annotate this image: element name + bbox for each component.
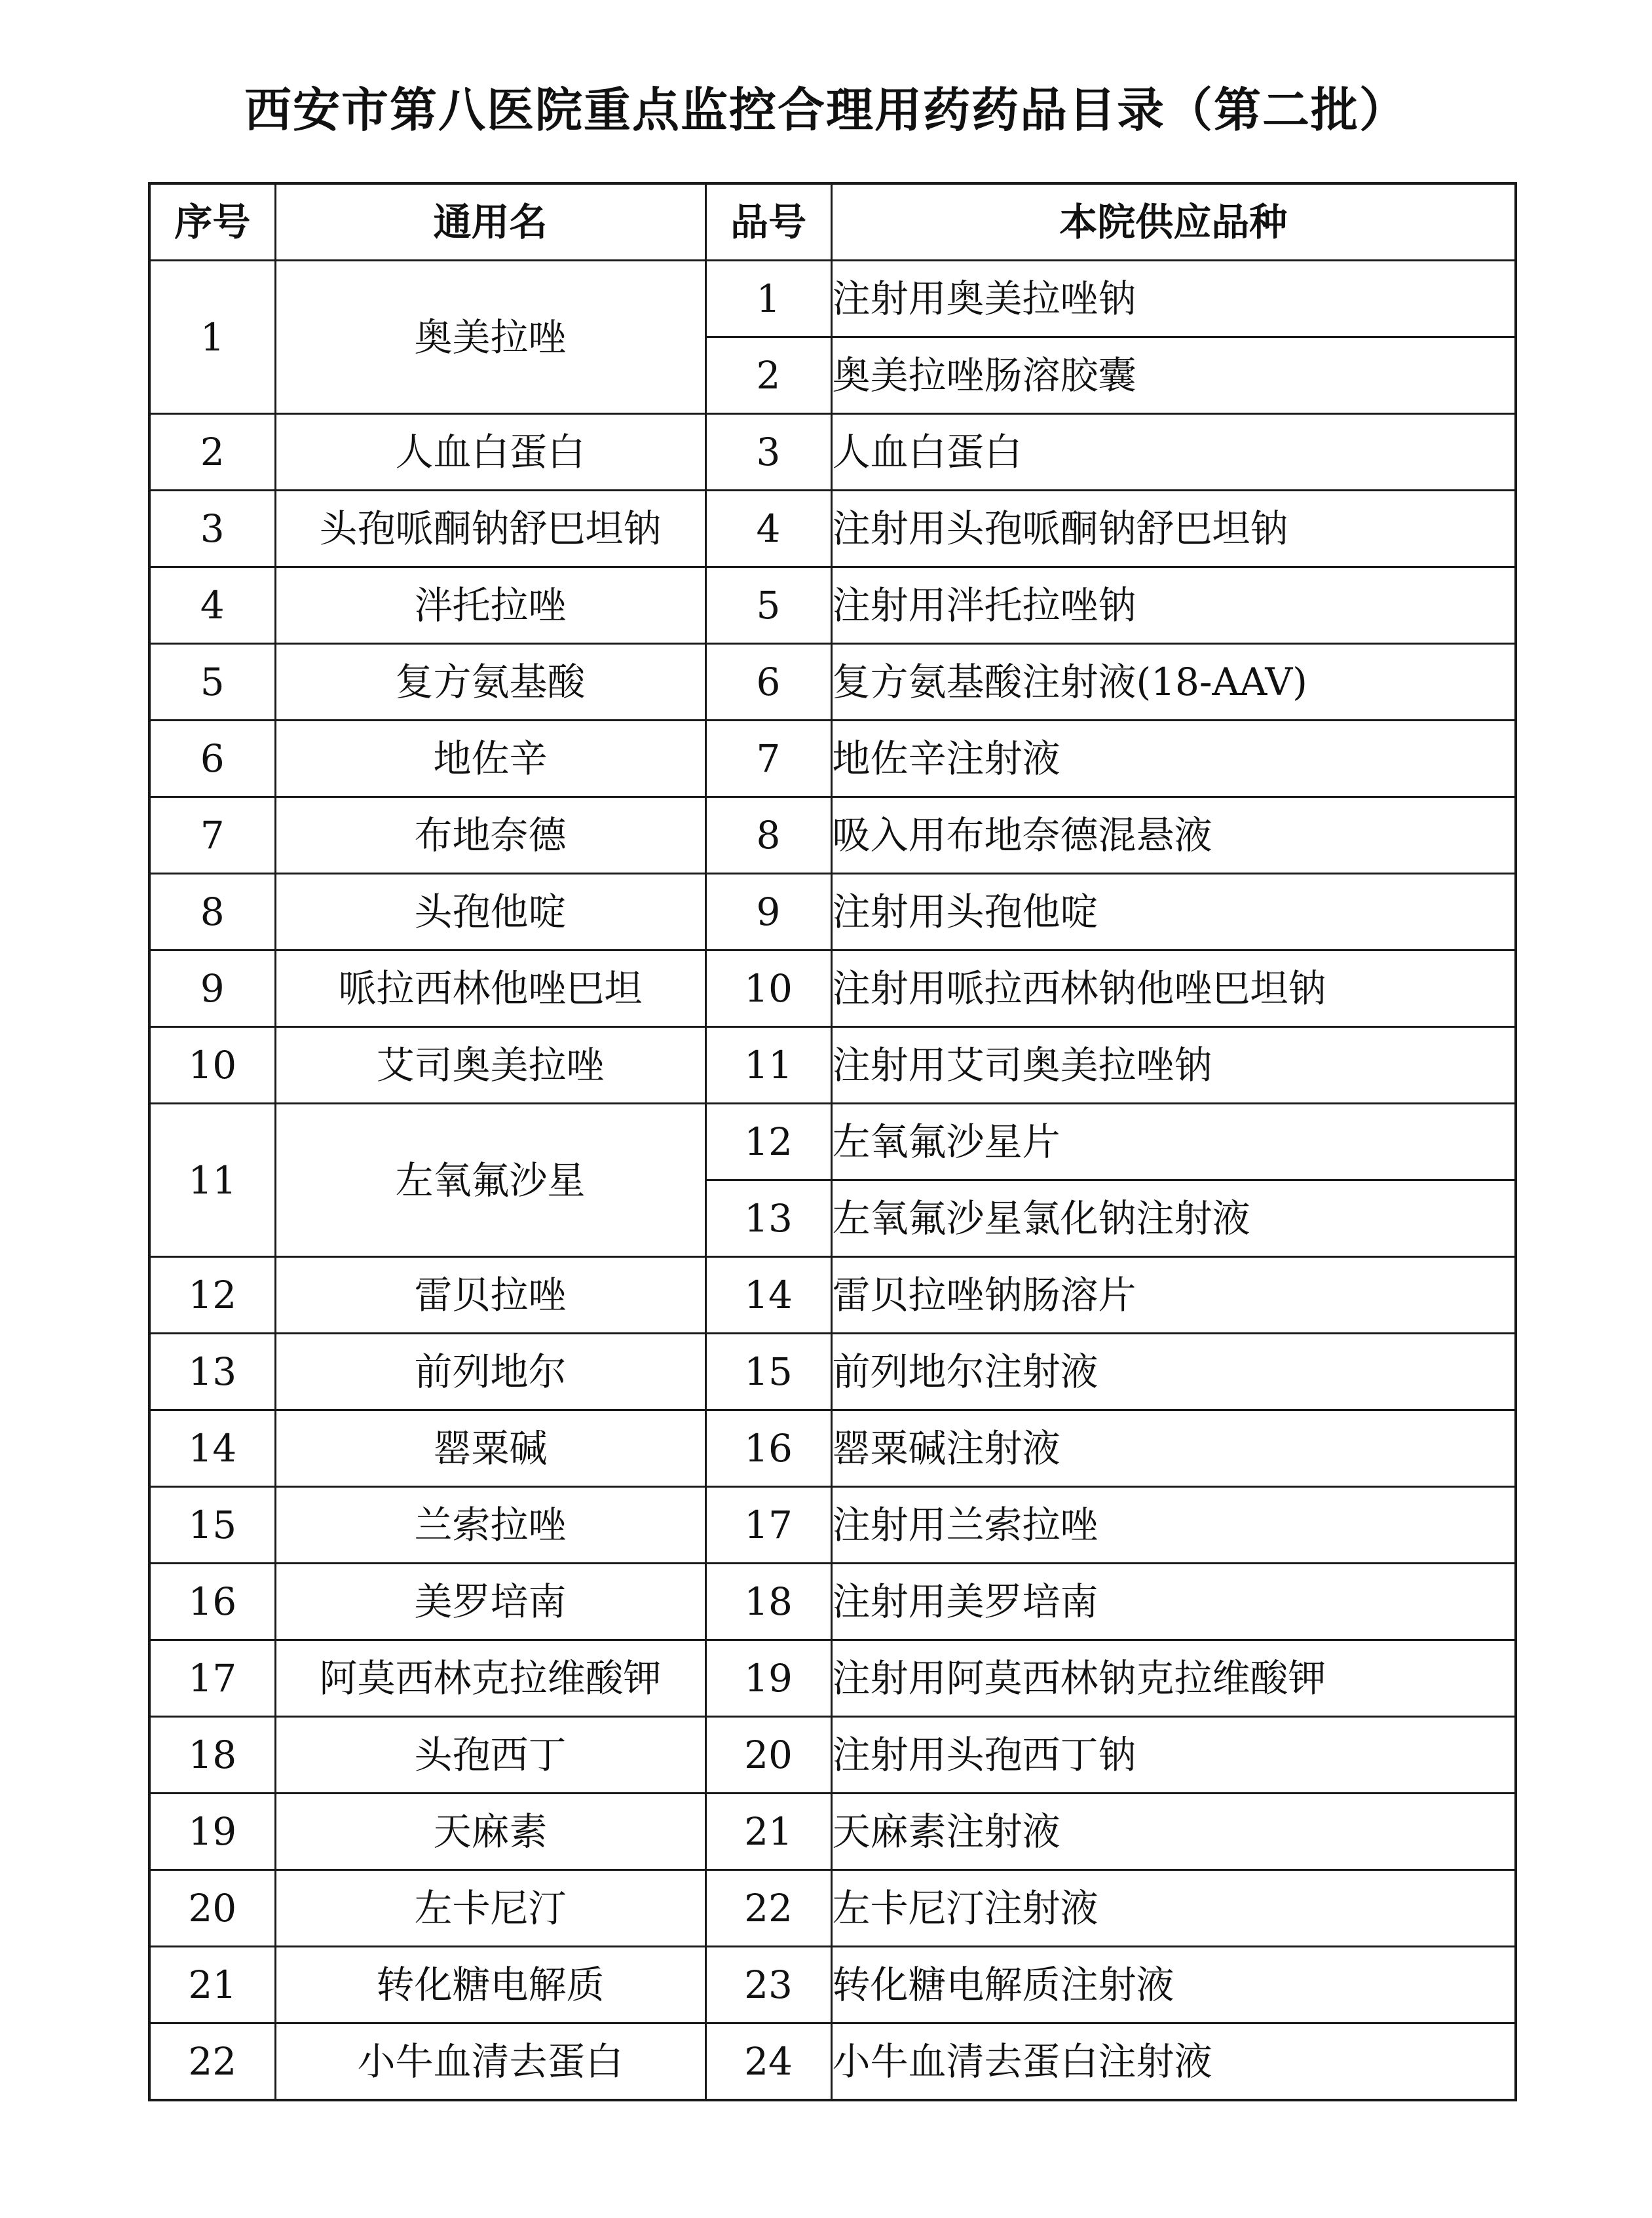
cell-supply-variety: 雷贝拉唑钠肠溶片 <box>831 1257 1516 1334</box>
cell-seq: 10 <box>149 1027 275 1104</box>
cell-generic-name: 地佐辛 <box>275 721 705 797</box>
cell-generic-name: 复方氨基酸 <box>275 644 705 721</box>
cell-supply-variety: 地佐辛注射液 <box>831 721 1516 797</box>
cell-product-no: 14 <box>705 1257 831 1334</box>
cell-generic-name: 小牛血清去蛋白 <box>275 2023 705 2101</box>
cell-product-no: 22 <box>705 1870 831 1947</box>
cell-generic-name: 兰索拉唑 <box>275 1487 705 1564</box>
table-row <box>149 491 1516 567</box>
cell-product-no: 15 <box>705 1334 831 1410</box>
cell-product-no: 11 <box>705 1027 831 1104</box>
table-row <box>149 1794 1516 1870</box>
table-row <box>149 874 1516 950</box>
cell-generic-name: 泮托拉唑 <box>275 567 705 644</box>
cell-generic-name: 头孢他啶 <box>275 874 705 950</box>
header-product-no: 品号 <box>705 183 831 261</box>
cell-supply-variety: 注射用阿莫西林钠克拉维酸钾 <box>831 1640 1516 1717</box>
cell-product-no: 17 <box>705 1487 831 1564</box>
cell-product-no: 23 <box>705 1947 831 2023</box>
cell-supply-variety: 转化糖电解质注射液 <box>831 1947 1516 2023</box>
table-row <box>149 567 1516 644</box>
cell-supply-variety: 左卡尼汀注射液 <box>831 1870 1516 1947</box>
cell-supply-variety: 奥美拉唑肠溶胶囊 <box>831 337 1516 414</box>
cell-supply-variety: 左氧氟沙星片 <box>831 1104 1516 1180</box>
cell-supply-variety: 前列地尔注射液 <box>831 1334 1516 1410</box>
table-body <box>149 261 1516 2101</box>
cell-generic-name: 人血白蛋白 <box>275 414 705 491</box>
table-row <box>149 1947 1516 2023</box>
cell-supply-variety: 人血白蛋白 <box>831 414 1516 491</box>
header-seq: 序号 <box>149 183 275 261</box>
cell-seq: 4 <box>149 567 275 644</box>
cell-seq: 3 <box>149 491 275 567</box>
cell-generic-name: 雷贝拉唑 <box>275 1257 705 1334</box>
cell-seq: 5 <box>149 644 275 721</box>
table-row <box>149 950 1516 1027</box>
cell-generic-name: 阿莫西林克拉维酸钾 <box>275 1640 705 1717</box>
table-row <box>149 261 1516 337</box>
cell-seq: 6 <box>149 721 275 797</box>
cell-generic-name: 头孢西丁 <box>275 1717 705 1794</box>
table-header <box>149 183 1516 261</box>
cell-seq: 18 <box>149 1717 275 1794</box>
cell-seq: 1 <box>149 261 275 414</box>
cell-product-no: 7 <box>705 721 831 797</box>
cell-generic-name: 美罗培南 <box>275 1564 705 1640</box>
table-row <box>149 1870 1516 1947</box>
cell-generic-name: 艾司奥美拉唑 <box>275 1027 705 1104</box>
cell-seq: 7 <box>149 797 275 874</box>
table-row <box>149 1487 1516 1564</box>
drug-catalog-table <box>148 182 1517 2101</box>
cell-product-no: 12 <box>705 1104 831 1180</box>
cell-supply-variety: 天麻素注射液 <box>831 1794 1516 1870</box>
cell-product-no: 9 <box>705 874 831 950</box>
table-row <box>149 1717 1516 1794</box>
table-row <box>149 2023 1516 2101</box>
table-row <box>149 414 1516 491</box>
table-row <box>149 1257 1516 1334</box>
cell-seq: 14 <box>149 1410 275 1487</box>
cell-product-no: 8 <box>705 797 831 874</box>
cell-supply-variety: 注射用泮托拉唑钠 <box>831 567 1516 644</box>
cell-supply-variety: 注射用兰索拉唑 <box>831 1487 1516 1564</box>
cell-generic-name: 左氧氟沙星 <box>275 1104 705 1257</box>
cell-generic-name: 头孢哌酮钠舒巴坦钠 <box>275 491 705 567</box>
cell-seq: 15 <box>149 1487 275 1564</box>
cell-product-no: 2 <box>705 337 831 414</box>
cell-supply-variety: 注射用奥美拉唑钠 <box>831 261 1516 337</box>
cell-supply-variety: 罂粟碱注射液 <box>831 1410 1516 1487</box>
table-row <box>149 797 1516 874</box>
cell-seq: 17 <box>149 1640 275 1717</box>
cell-product-no: 20 <box>705 1717 831 1794</box>
page-title: 西安市第八医院重点监控合理用药药品目录（第二批） <box>244 82 1408 138</box>
cell-product-no: 4 <box>705 491 831 567</box>
cell-product-no: 1 <box>705 261 831 337</box>
cell-product-no: 24 <box>705 2023 831 2101</box>
table-row <box>149 1410 1516 1487</box>
cell-generic-name: 转化糖电解质 <box>275 1947 705 2023</box>
cell-product-no: 18 <box>705 1564 831 1640</box>
cell-generic-name: 天麻素 <box>275 1794 705 1870</box>
table-row <box>149 1027 1516 1104</box>
table-row <box>149 1334 1516 1410</box>
cell-supply-variety: 注射用头孢西丁钠 <box>831 1717 1516 1794</box>
cell-generic-name: 哌拉西林他唑巴坦 <box>275 950 705 1027</box>
cell-seq: 13 <box>149 1334 275 1410</box>
cell-product-no: 6 <box>705 644 831 721</box>
cell-seq: 2 <box>149 414 275 491</box>
cell-supply-variety: 注射用艾司奥美拉唑钠 <box>831 1027 1516 1104</box>
cell-seq: 19 <box>149 1794 275 1870</box>
header-generic-name: 通用名 <box>275 183 705 261</box>
cell-supply-variety: 注射用哌拉西林钠他唑巴坦钠 <box>831 950 1516 1027</box>
cell-supply-variety: 复方氨基酸注射液(18-AAV) <box>831 644 1516 721</box>
table-row <box>149 1640 1516 1717</box>
table-row <box>149 1104 1516 1180</box>
cell-seq: 9 <box>149 950 275 1027</box>
cell-product-no: 10 <box>705 950 831 1027</box>
cell-generic-name: 前列地尔 <box>275 1334 705 1410</box>
cell-seq: 12 <box>149 1257 275 1334</box>
table-row <box>149 721 1516 797</box>
cell-supply-variety: 注射用头孢哌酮钠舒巴坦钠 <box>831 491 1516 567</box>
header-supply-variety: 本院供应品种 <box>831 183 1516 261</box>
cell-product-no: 13 <box>705 1180 831 1257</box>
cell-seq: 16 <box>149 1564 275 1640</box>
table-row <box>149 644 1516 721</box>
cell-seq: 11 <box>149 1104 275 1257</box>
cell-product-no: 5 <box>705 567 831 644</box>
cell-supply-variety: 小牛血清去蛋白注射液 <box>831 2023 1516 2101</box>
cell-supply-variety: 吸入用布地奈德混悬液 <box>831 797 1516 874</box>
cell-seq: 22 <box>149 2023 275 2101</box>
cell-product-no: 21 <box>705 1794 831 1870</box>
cell-generic-name: 罂粟碱 <box>275 1410 705 1487</box>
cell-supply-variety: 注射用头孢他啶 <box>831 874 1516 950</box>
cell-supply-variety: 注射用美罗培南 <box>831 1564 1516 1640</box>
cell-generic-name: 奥美拉唑 <box>275 261 705 414</box>
table-row <box>149 1564 1516 1640</box>
cell-generic-name: 左卡尼汀 <box>275 1870 705 1947</box>
cell-generic-name: 布地奈德 <box>275 797 705 874</box>
cell-seq: 8 <box>149 874 275 950</box>
cell-seq: 21 <box>149 1947 275 2023</box>
cell-product-no: 16 <box>705 1410 831 1487</box>
cell-supply-variety: 左氧氟沙星氯化钠注射液 <box>831 1180 1516 1257</box>
cell-product-no: 3 <box>705 414 831 491</box>
cell-seq: 20 <box>149 1870 275 1947</box>
cell-product-no: 19 <box>705 1640 831 1717</box>
header-row <box>149 183 1516 261</box>
